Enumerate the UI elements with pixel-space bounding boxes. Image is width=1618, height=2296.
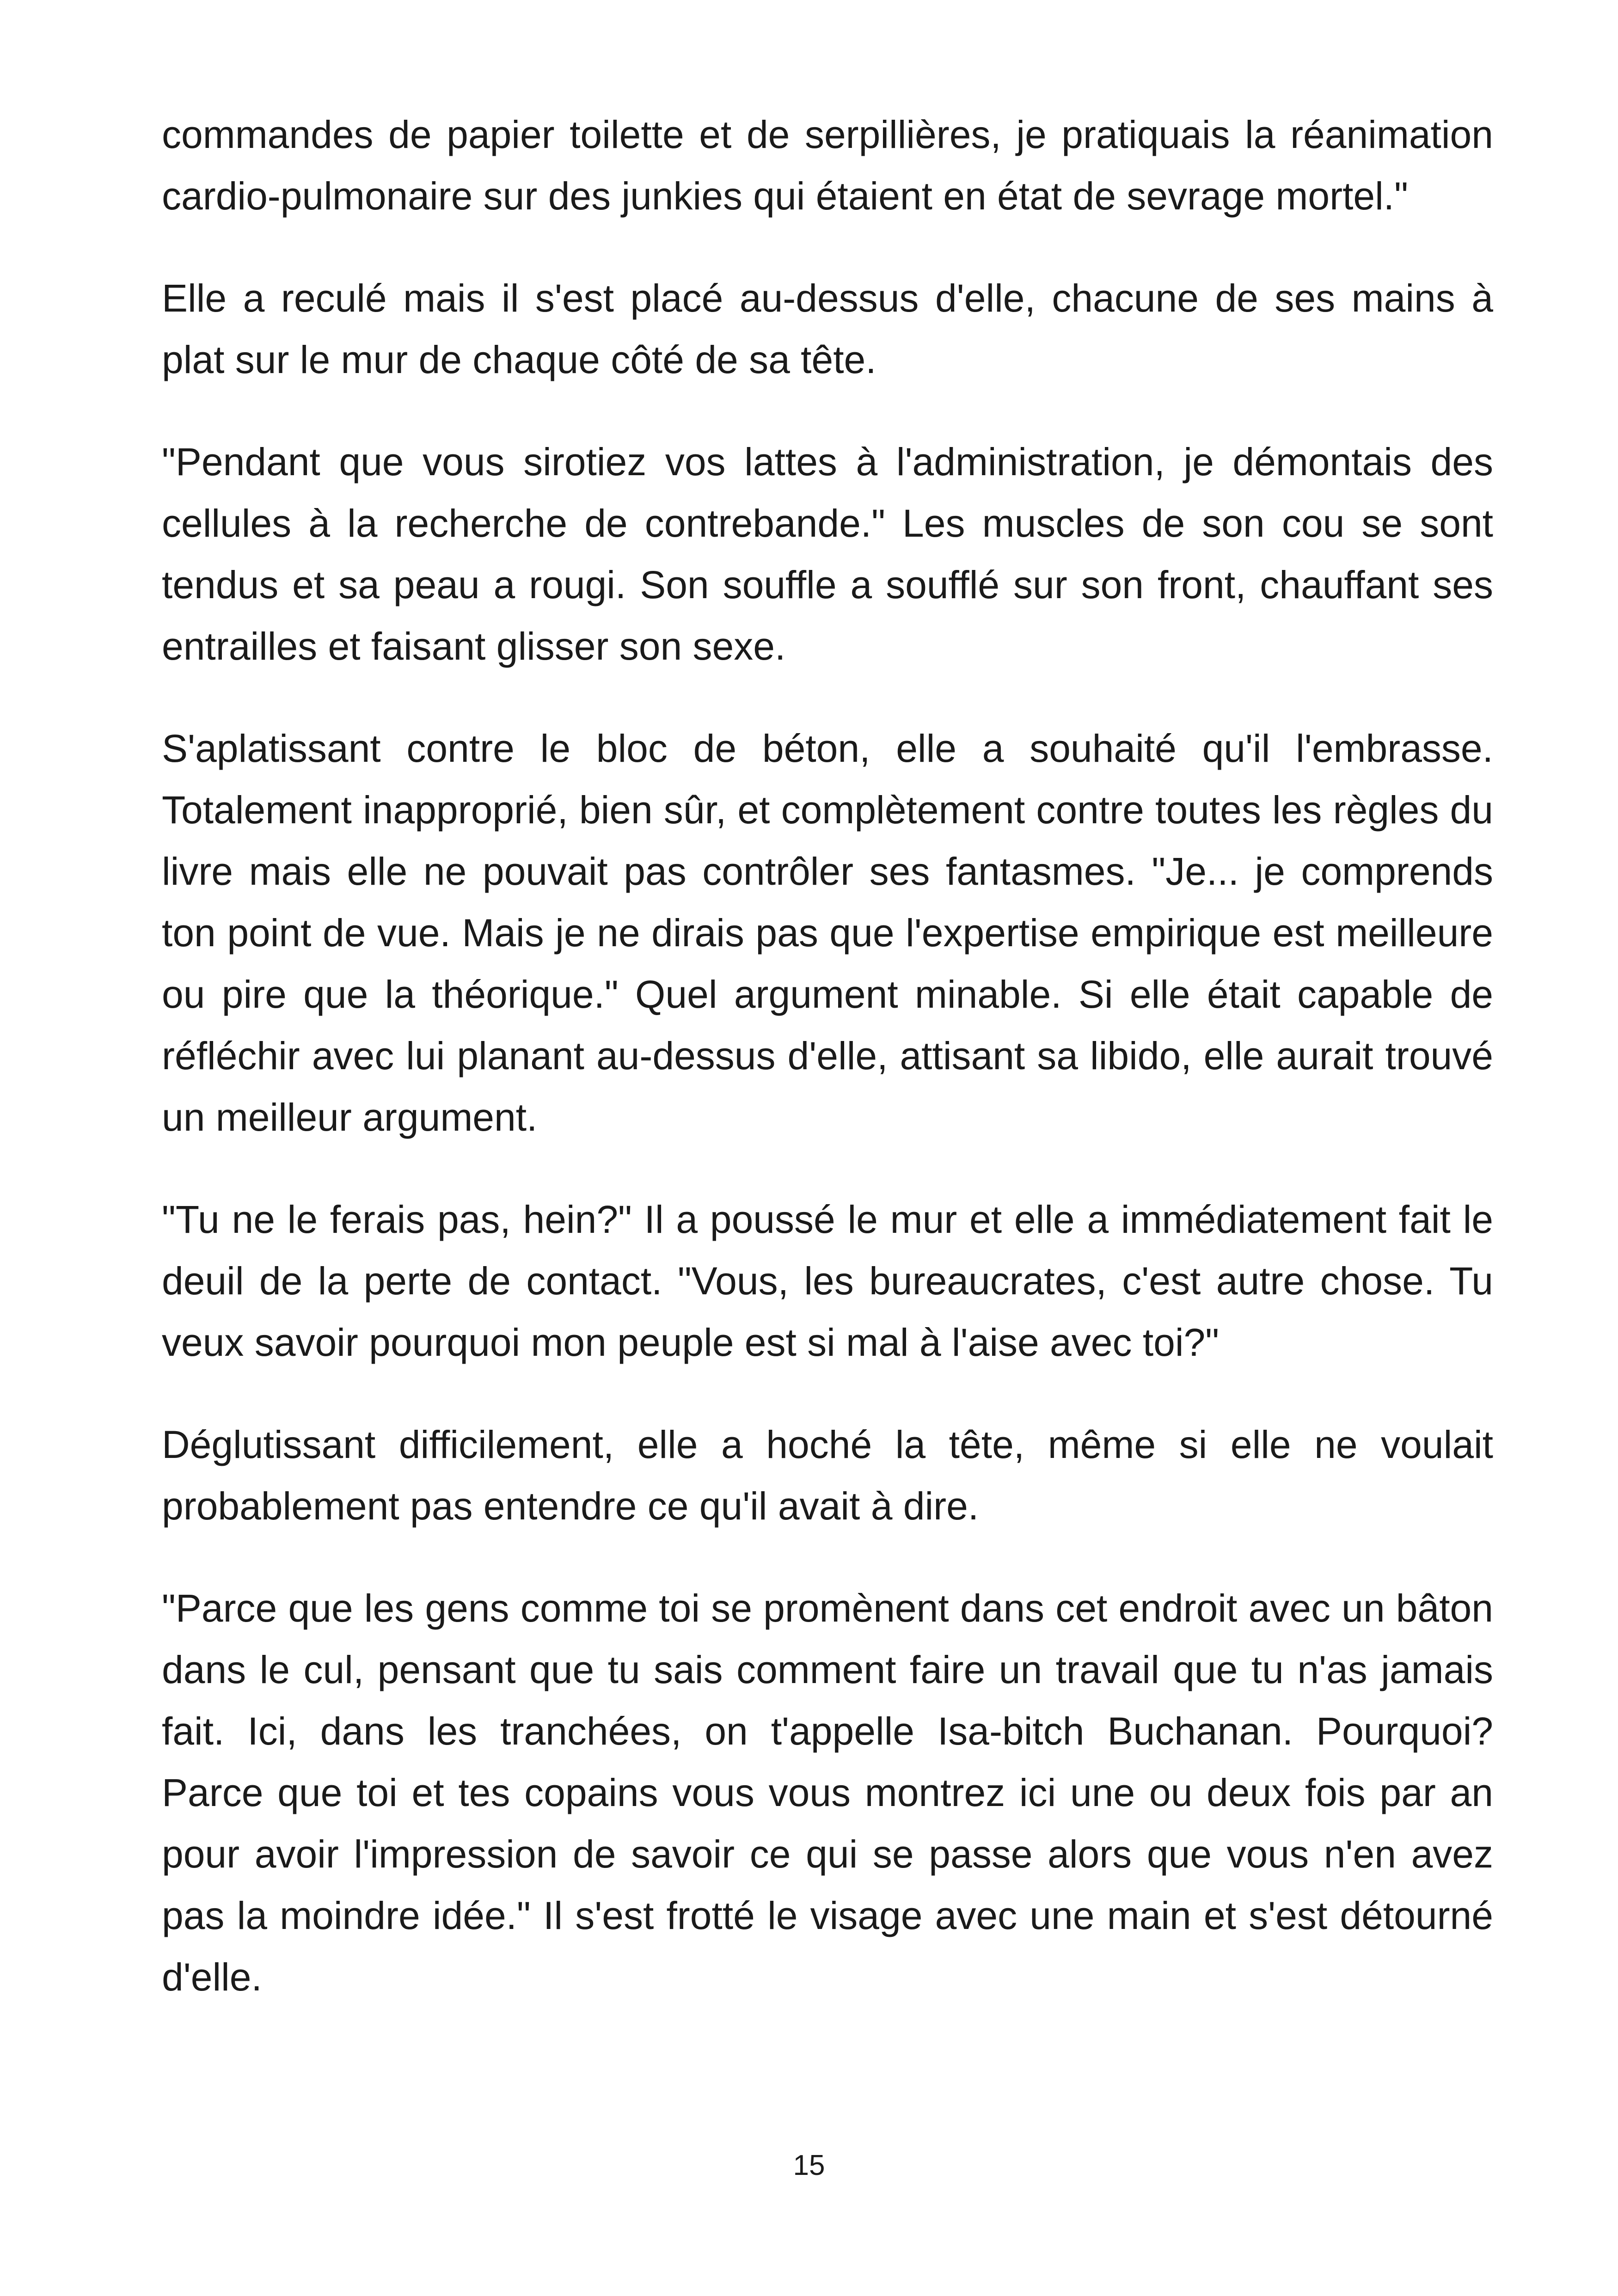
paragraph: "Pendant que vous sirotiez vos lattes à l'administration, je démontais des cellules à la recherche de contrebande." Les muscles de son cou se sont tendus et sa peau a rougi. Son souffle a soufflé sur son front, chauffant ses entrailles et faisant glisser son sexe. xyxy=(162,440,1493,668)
paragraph: Elle a reculé mais il s'est placé au-dessus d'elle, chacune de ses mains à plat sur le mur de chaque côté de sa tête. xyxy=(162,276,1493,381)
paragraph: S'aplatissant contre le bloc de béton, elle a souhaité qu'il l'embrasse. Totalement inapproprié, bien sûr, et complètement contre toutes les règles du livre mais elle ne pouvait pas contrôler ses fantasmes. "Je... je comprends ton point de vue. Mais je ne dirais pas que l'expertise empirique est meilleure ou pire que la théorique." Quel argument minable. Si elle était capable de réfléchir avec lui planant au-dessus d'elle, attisant sa libido, elle aurait trouvé un meilleur argument. xyxy=(162,727,1493,1139)
body-text xyxy=(162,104,1493,2049)
paragraph: commandes de papier toilette et de serpillières, je pratiquais la réanimation cardio-pulmonaire sur des junkies qui étaient en état de sevrage mortel." xyxy=(162,113,1493,218)
page-number: 15 xyxy=(793,2149,825,2181)
paragraph: Déglutissant difficilement, elle a hoché la tête, même si elle ne voulait probablement pas entendre ce qu'il avait à dire. xyxy=(162,1423,1493,1528)
paragraph: "Parce que les gens comme toi se promènent dans cet endroit avec un bâton dans le cul, pensant que tu sais comment faire un travail que tu n'as jamais fait. Ici, dans les tranchées, on t'appelle Isa-bitch Buchanan. Pourquoi? Parce que toi et tes copains vous vous montrez ici une ou deux fois par an pour avoir l'impression de savoir ce qui se passe alors que vous n'en avez pas la moindre idée." Il s'est frotté le visage avec une main et s'est détourné d'elle. xyxy=(162,1586,1493,1999)
paragraph: "Tu ne le ferais pas, hein?" Il a poussé le mur et elle a immédiatement fait le deuil de la perte de contact. "Vous, les bureaucrates, c'est autre chose. Tu veux savoir pourquoi mon peuple est si mal à l'aise avec toi?" xyxy=(162,1198,1493,1364)
